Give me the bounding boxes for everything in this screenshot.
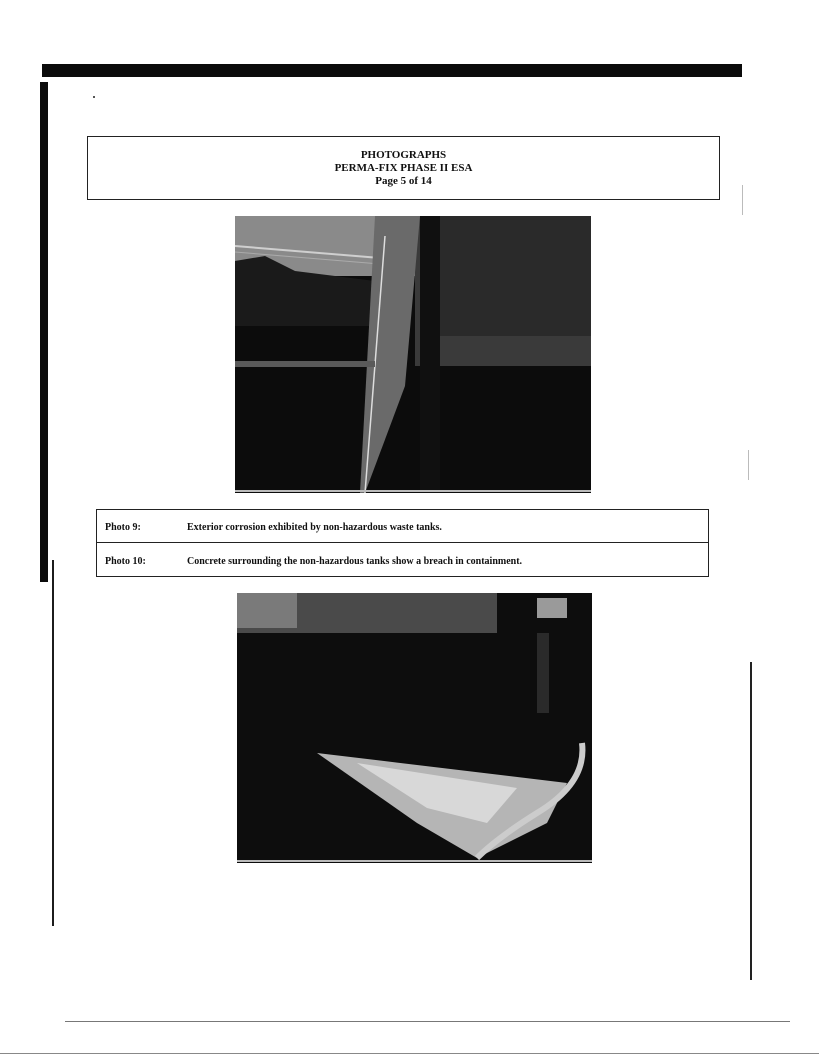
photo-10-image [237,593,592,863]
top-border-bar [42,64,742,77]
page-title: PHOTOGRAPHS [360,149,447,161]
left-scan-line [52,560,54,926]
photo-captions-table [96,509,709,577]
caption-row-photo-9 [97,510,708,543]
caption-label: Photo 10: [105,556,146,567]
page-number: Page 5 of 14 [375,175,432,187]
left-border-bar [40,82,48,582]
scan-speck [742,185,743,215]
page-bottom-edge [0,1053,819,1054]
caption-text: Exterior corrosion exhibited by non-hazardous waste tanks. [187,522,442,533]
scan-speck [93,96,95,98]
right-scan-line [750,662,752,980]
header-box [87,136,720,200]
bottom-scan-line [65,1021,790,1022]
caption-text: Concrete surrounding the non-hazardous tanks show a breach in containment. [187,556,523,567]
caption-label: Photo 9: [105,522,141,533]
scan-speck [748,450,749,480]
photo-9-image [235,216,591,493]
caption-row-photo-10 [97,544,708,576]
report-subtitle: PERMA-FIX PHASE II ESA [334,162,473,174]
